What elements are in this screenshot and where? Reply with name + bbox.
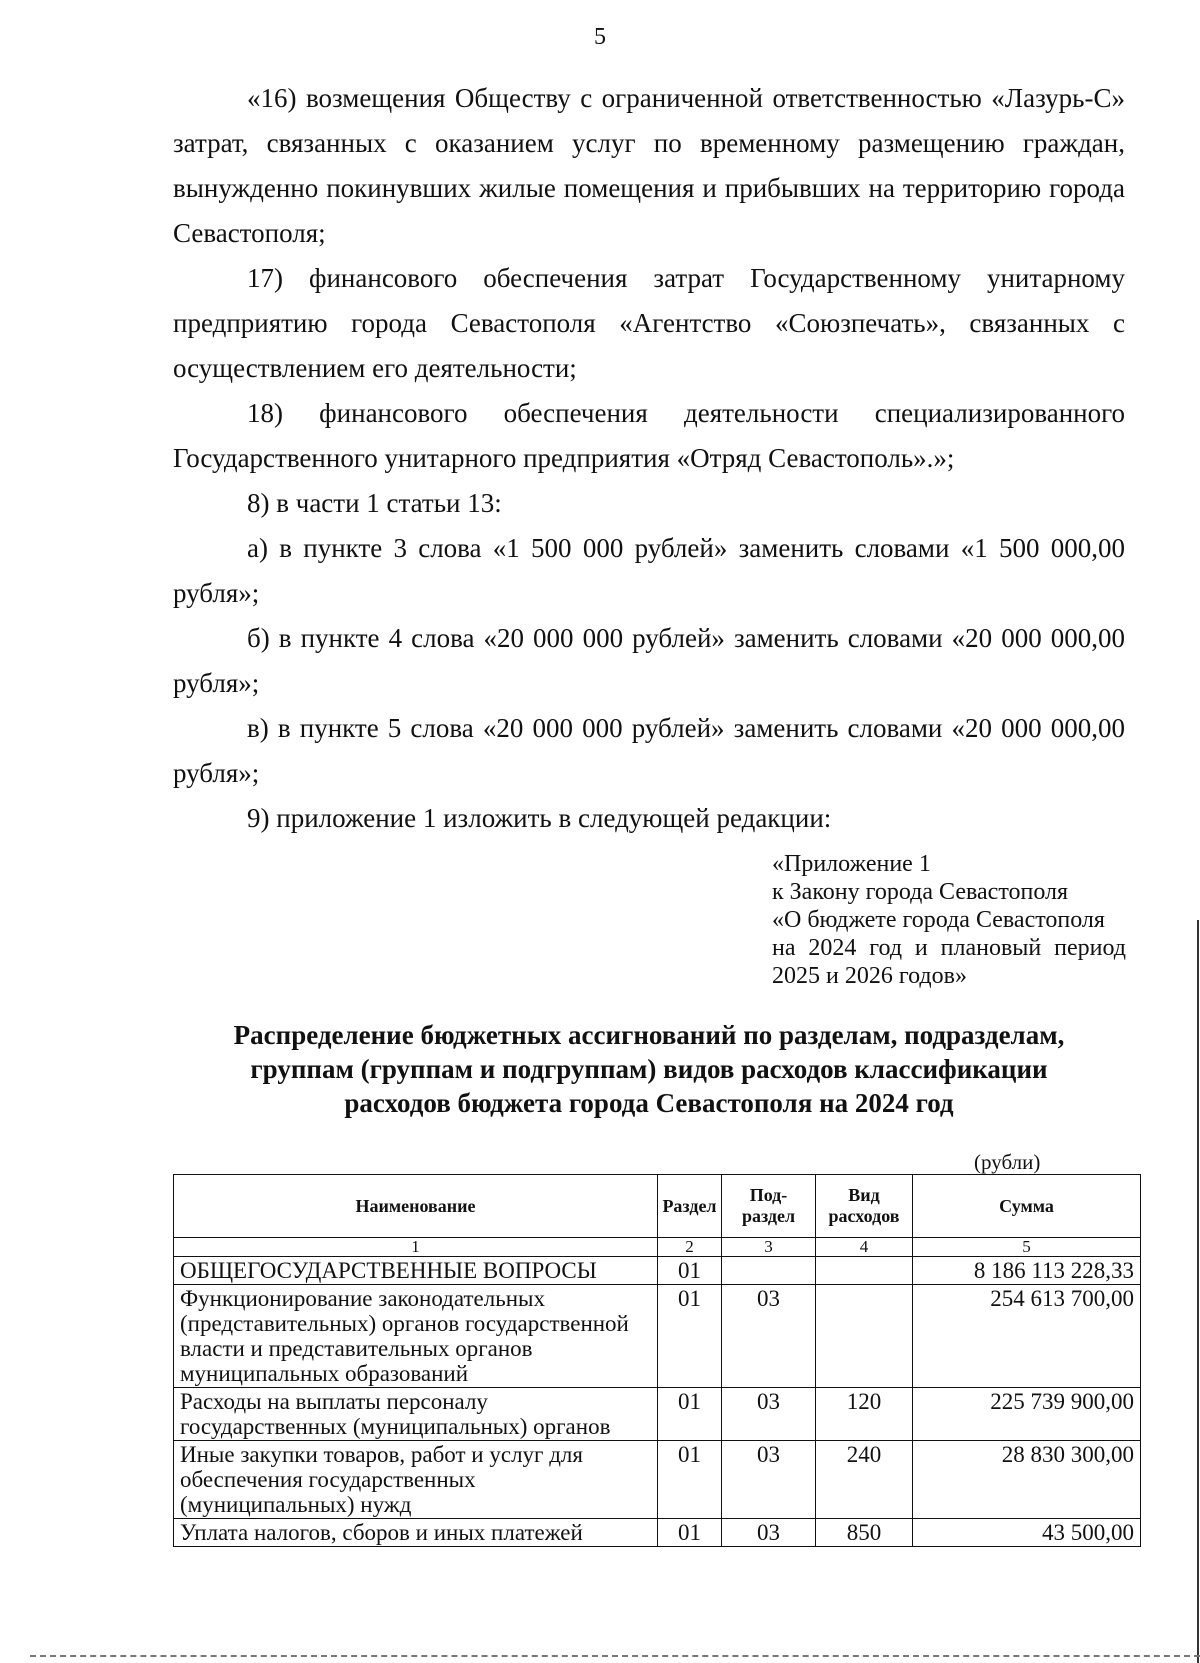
budget-table <box>173 1174 1141 1547</box>
header-vid: Вид расходов <box>816 1175 913 1238</box>
paragraph-subitem-v: в) в пункте 5 слова «20 000 000 рублей» заменить словами «20 000 000,00 рубля»; <box>173 713 1125 788</box>
cell-podrazdel: 03 <box>722 1519 816 1547</box>
appendix-note <box>772 850 1126 990</box>
table-row <box>174 1257 1141 1285</box>
page-number: 5 <box>594 24 606 50</box>
column-number: 5 <box>913 1238 1141 1257</box>
paragraph-item-9: 9) приложение 1 изложить в следующей редакции: <box>247 803 832 833</box>
appendix-note-line: к Закону города Севастополя <box>772 879 1069 905</box>
cell-razdel: 01 <box>658 1441 722 1519</box>
cell-podrazdel: 03 <box>722 1441 816 1519</box>
table-row <box>174 1519 1141 1547</box>
cell-podrazdel: 03 <box>722 1388 816 1441</box>
header-summa: Сумма <box>913 1175 1141 1238</box>
cell-vid <box>816 1257 913 1285</box>
paragraph-item-18: 18) финансового обеспечения деятельности специализированного Государственного унитарного предприятия «Отряд Севастополь».»; <box>173 398 1125 473</box>
table-row <box>174 1388 1141 1441</box>
paragraph-item-17: 17) финансового обеспечения затрат Государственному унитарному предприятию города Севастополя «Агентство «Союзпечать», связанных с осуществлением его деятельности; <box>173 263 1125 383</box>
cell-razdel: 01 <box>658 1519 722 1547</box>
paragraph-subitem-b: б) в пункте 4 слова «20 000 000 рублей» заменить словами «20 000 000,00 рубля»; <box>173 623 1125 698</box>
body-text <box>173 76 1125 841</box>
column-number: 3 <box>722 1238 816 1257</box>
column-number: 4 <box>816 1238 913 1257</box>
paragraph-subitem-a: а) в пункте 3 слова «1 500 000 рублей» заменить словами «1 500 000,00 рубля»; <box>173 533 1125 608</box>
table-title-line: расходов бюджета города Севастополя на 2024 год <box>344 1088 954 1118</box>
cell-razdel: 01 <box>658 1285 722 1388</box>
header-name: Наименование <box>174 1175 658 1238</box>
cell-podrazdel: 03 <box>722 1285 816 1388</box>
paragraph-item-16: «16) возмещения Обществу с ограниченной ответственностью «Лазурь-С» затрат, связанных с оказанием услуг по временному размещению граждан, вынужденно покинувших жилые помещения и прибывших на территорию города Севастополя; <box>173 83 1125 248</box>
cell-vid <box>816 1285 913 1388</box>
appendix-note-line: на 2024 год и плановый период <box>772 935 1126 961</box>
cell-name: Расходы на выплаты персоналу государственных (муниципальных) органов <box>174 1388 658 1441</box>
cell-name: Иные закупки товаров, работ и услуг для обеспечения государственных (муниципальных) нужд <box>174 1441 658 1519</box>
table-row <box>174 1285 1141 1388</box>
column-number-row <box>174 1238 1141 1257</box>
cell-name: ОБЩЕГОСУДАРСТВЕННЫЕ ВОПРОСЫ <box>174 1257 658 1285</box>
table-title-line: Распределение бюджетных ассигнований по разделам, подразделам, <box>233 1020 1065 1050</box>
cell-summa: 43 500,00 <box>913 1519 1141 1547</box>
table-title-line: группам (группам и подгруппам) видов расходов классификации <box>250 1054 1048 1084</box>
cell-summa: 254 613 700,00 <box>913 1285 1141 1388</box>
cell-summa: 28 830 300,00 <box>913 1441 1141 1519</box>
appendix-note-line: 2025 и 2026 годов» <box>772 963 967 989</box>
cell-name: Функционирование законодательных (представительных) органов государственной власти и представительных органов муниципальных образований <box>174 1285 658 1388</box>
appendix-note-line: «О бюджете города Севастополя <box>772 907 1105 933</box>
cell-name: Уплата налогов, сборов и иных платежей <box>174 1519 658 1547</box>
column-number: 1 <box>174 1238 658 1257</box>
scan-edge-line <box>1197 920 1199 1663</box>
scan-edge-dashed-line <box>30 1655 1200 1657</box>
cell-vid: 240 <box>816 1441 913 1519</box>
table-row <box>174 1441 1141 1519</box>
appendix-note-line: «Приложение 1 <box>772 851 931 877</box>
header-podrazdel: Под- раздел <box>722 1175 816 1238</box>
table-title <box>173 1018 1125 1120</box>
column-number: 2 <box>658 1238 722 1257</box>
cell-razdel: 01 <box>658 1257 722 1285</box>
units-label: (рубли) <box>974 1150 1041 1174</box>
cell-podrazdel <box>722 1257 816 1285</box>
cell-summa: 225 739 900,00 <box>913 1388 1141 1441</box>
cell-vid: 120 <box>816 1388 913 1441</box>
cell-vid: 850 <box>816 1519 913 1547</box>
table-header-row <box>174 1175 1141 1238</box>
cell-razdel: 01 <box>658 1388 722 1441</box>
cell-summa: 8 186 113 228,33 <box>913 1257 1141 1285</box>
header-razdel: Раздел <box>658 1175 722 1238</box>
paragraph-item-8: 8) в части 1 статьи 13: <box>247 488 502 518</box>
